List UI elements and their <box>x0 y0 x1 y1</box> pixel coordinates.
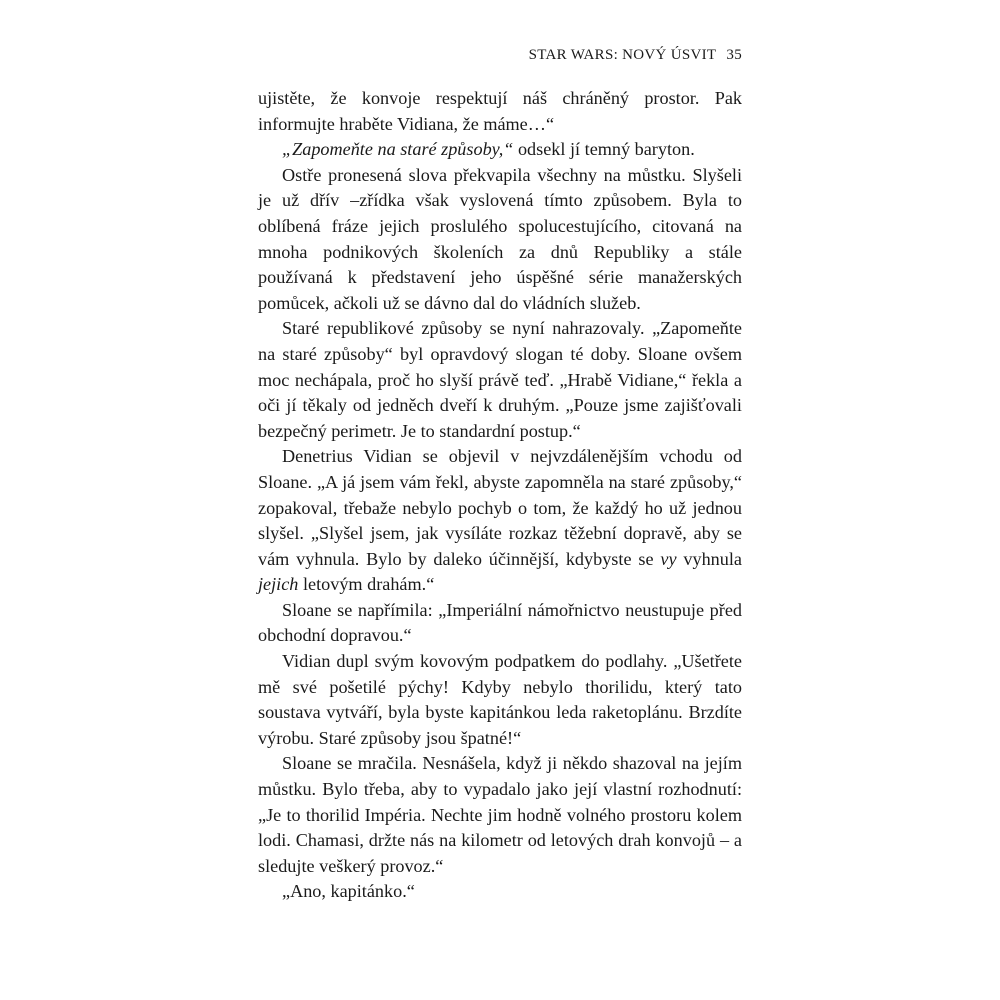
paragraph <box>258 751 742 879</box>
text-segment: vyhnula <box>676 548 742 569</box>
text-segment: odsekl jí temný baryton. <box>513 139 695 160</box>
text-segment: Sloane se mračila. Nesnášela, když ji někdo shazoval na jejím můstku. Bylo třeba, aby to vypadalo jako její vlastní rozhodnutí: „Je to thorilid Impéria. Nechte jim hodně volného prostoru kolem lodi. Chamasi, držte nás na kilometr od letových drah konvojů – a sledujte veškerý provoz.“ <box>258 753 742 876</box>
paragraph <box>258 598 742 649</box>
book-title: STAR WARS: NOVÝ ÚSVIT <box>528 47 717 63</box>
paragraph <box>258 137 742 163</box>
text-segment: „Ano, kapitánko.“ <box>282 881 415 902</box>
paragraph <box>258 163 742 317</box>
text-segment: Vidian dupl svým kovovým podpatkem do podlahy. „Ušetřete mě své pošetilé pýchy! Kdyby nebylo thorilidu, který tato soustava vytváří, byla byste kapitánkou leda raketoplánu. Brzdíte výrobu. Staré způsoby jsou špatné!“ <box>258 651 742 748</box>
text-segment-italic: vy <box>660 548 677 569</box>
running-head <box>529 47 742 64</box>
page-number: 35 <box>726 47 742 63</box>
paragraph <box>258 86 742 137</box>
text-segment: Ostře pronesená slova překvapila všechny na můstku. Slyšeli je už dřív –zřídka však vyslovená tímto způsobem. Byla to oblíbená fráze jejich proslulého spolucestujícího, citovaná na mnoha podnikových školeních za dnů Republiky a stále používaná k představení jeho úspěšné série manažerských pomůcek, ačkoli už se dávno dal do vládních služeb. <box>258 164 742 313</box>
text-segment-italic: „Zapomeňte na staré způsoby,“ <box>282 139 514 160</box>
text-segment: Sloane se napřímila: „Imperiální námořnictvo neustupuje před obchodní dopravou.“ <box>258 599 742 646</box>
paragraph <box>258 649 742 751</box>
paragraph <box>258 879 742 905</box>
paragraph <box>258 316 742 444</box>
text-segment-italic: jejich <box>258 574 299 595</box>
text-segment: Staré republikové způsoby se nyní nahrazovaly. „Zapomeňte na staré způsoby“ byl opravdový slogan té doby. Sloane ovšem moc nechápala, proč ho slyší právě teď. „Hrabě Vidiane,“ řekla a oči jí těkaly od jedněch dveří k druhým. „Pouze jsme zajišťovali bezpečný perimetr. Je to standardní postup.“ <box>258 318 742 441</box>
text-segment: letovým drahám.“ <box>298 574 435 595</box>
body-text <box>258 86 742 905</box>
text-segment: ujistěte, že konvoje respektují náš chráněný prostor. Pak informujte hraběte Vidiana, že máme…“ <box>258 88 742 134</box>
text-segment: Denetrius Vidian se objevil v nejvzdálenějším vchodu od Sloane. „A já jsem vám řekl, abyste zapomněla na staré způsoby,“ zopakoval, třebaže nebylo pochyb o tom, že každý ho už jednou slyšel. „Slyšel jsem, jak vysíláte rozkaz těžební dopravě, aby se vám vyhnula. Bylo by daleko účinnější, kdybyste se <box>258 446 742 569</box>
paragraph <box>258 444 742 598</box>
